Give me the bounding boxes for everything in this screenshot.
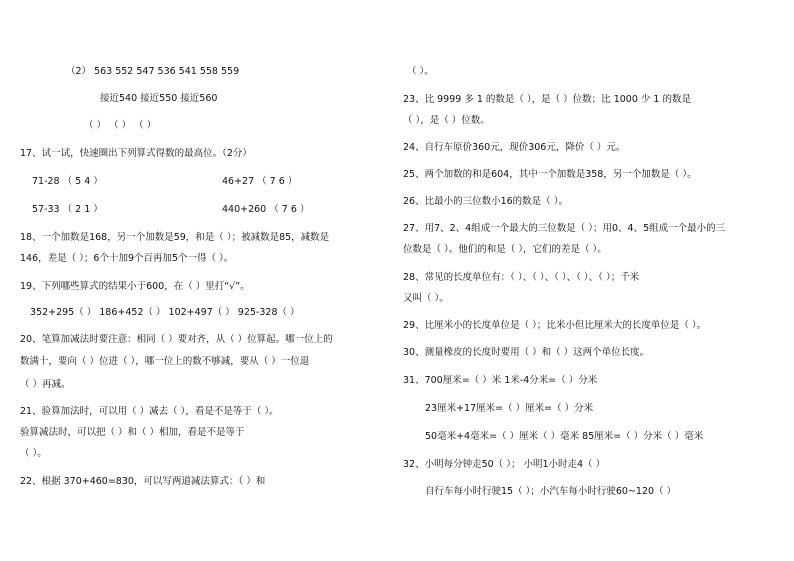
q18-line-1: 18、一个加数是168，另一个加数是59，和是（ ）；被减数是85，减数是 xyxy=(20,232,330,243)
q16-part2-numbers: （2） 563 552 547 536 541 558 559 xyxy=(66,66,240,77)
q26: 26、比最小的三位数小16的数是（ ）。 xyxy=(403,196,568,207)
q20-line-1: 20、笔算加减法时要注意：相同（ ）要对齐，从（ ）位算起。哪一位上的 xyxy=(20,334,333,345)
q22-line-2: （ ）。 xyxy=(407,66,434,77)
q17-item-2: 46+27 （ 7 6 ） xyxy=(222,176,298,187)
q20-line-2: 数满十，要向（ ）位进（ ），哪一位上的数不够减，要从（ ）一位退 xyxy=(20,356,310,367)
q29: 29、比厘米小的长度单位是（ ）；比米小但比厘米大的长度单位是（ ）。 xyxy=(403,320,707,331)
q19-items: 352+295（ ） 186+452（ ） 102+497（ ） 925-328（ ） xyxy=(30,307,300,318)
q28-line-2: 又叫（ ）。 xyxy=(403,293,449,304)
q17-title: 17、试一试，快速圈出下列算式得数的最高位。（2分） xyxy=(20,148,252,159)
q31-line-2: 23厘米+17厘米=（ ）厘米=（ ）分米 xyxy=(425,403,594,414)
q30: 30、测量橡皮的长度时要用（ ）和（ ）这两个单位长度。 xyxy=(403,347,650,358)
q24: 24、自行车原价360元，现价306元，降价（ ）元。 xyxy=(403,142,626,153)
q17-item-4: 440+260 （ 7 6 ） xyxy=(222,204,310,215)
q23-line-2: （ ），是（ ）位数。 xyxy=(403,115,490,126)
q18-line-2: 146，差是（ ）；6个十加9个百再加5个一得（ ）。 xyxy=(20,253,234,264)
q20-line-3: （ ）再减。 xyxy=(20,379,71,390)
q19-title: 19、下列哪些算式的结果小于600，在（ ）里打“√”。 xyxy=(20,281,250,292)
q32-line-2: 自行车每小时行驶15（ ）；小汽车每小时行驶60~120（ ） xyxy=(425,486,677,497)
q31-line-3: 50毫米+4毫米=（ ）厘米（ ）毫米 85厘米=（ ）分米（ ）毫米 xyxy=(425,431,704,442)
q31-line-1: 31、700厘米=（ ）米 1米-4分米=（ ）分米 xyxy=(403,375,598,386)
q27-line-2: 位数是（ ）。他们的和是（ ），它们的差是（ ）。 xyxy=(403,244,607,255)
q23-line-1: 23、比 9999 多 1 的数是（ ），是（ ）位数；比 1000 少 1 的数是 xyxy=(403,94,691,105)
q21-line-1: 21、验算加法时，可以用（ ）减去（ ），看是不是等于（ ）。 xyxy=(20,406,279,417)
q16-part2-targets: 接近540 接近550 接近560 xyxy=(100,93,218,104)
q32-line-1: 32、小明每分钟走50（ ）； 小明1小时走4（ ） xyxy=(403,459,606,470)
q25: 25、两个加数的和是604，其中一个加数是358，另一个加数是（ ）。 xyxy=(403,169,697,180)
q22-line-1: 22、根据 370+460=830，可以写两道减法算式：（ ）和 xyxy=(20,476,266,487)
q21-line-2: 验算减法时，可以把（ ）和（ ）相加，看是不是等于 xyxy=(20,427,245,438)
q28-line-1: 28、常见的长度单位有：（ ）、（ ）、（ ）、（ ）、（ ）；千米 xyxy=(403,272,640,283)
q17-item-3: 57-33 （ 2 1 ） xyxy=(32,204,103,215)
q17-item-1: 71-28 （ 5 4 ） xyxy=(32,176,103,187)
q21-line-3: （ ）。 xyxy=(20,448,47,459)
q27-line-1: 27、用7、2、4组成一个最大的三位数是（ ）；用0、4、5组成一个最小的三 xyxy=(403,223,726,234)
q16-part2-answer-blanks: （ ） （ ） （ ） xyxy=(84,120,157,131)
right-column xyxy=(397,0,794,561)
